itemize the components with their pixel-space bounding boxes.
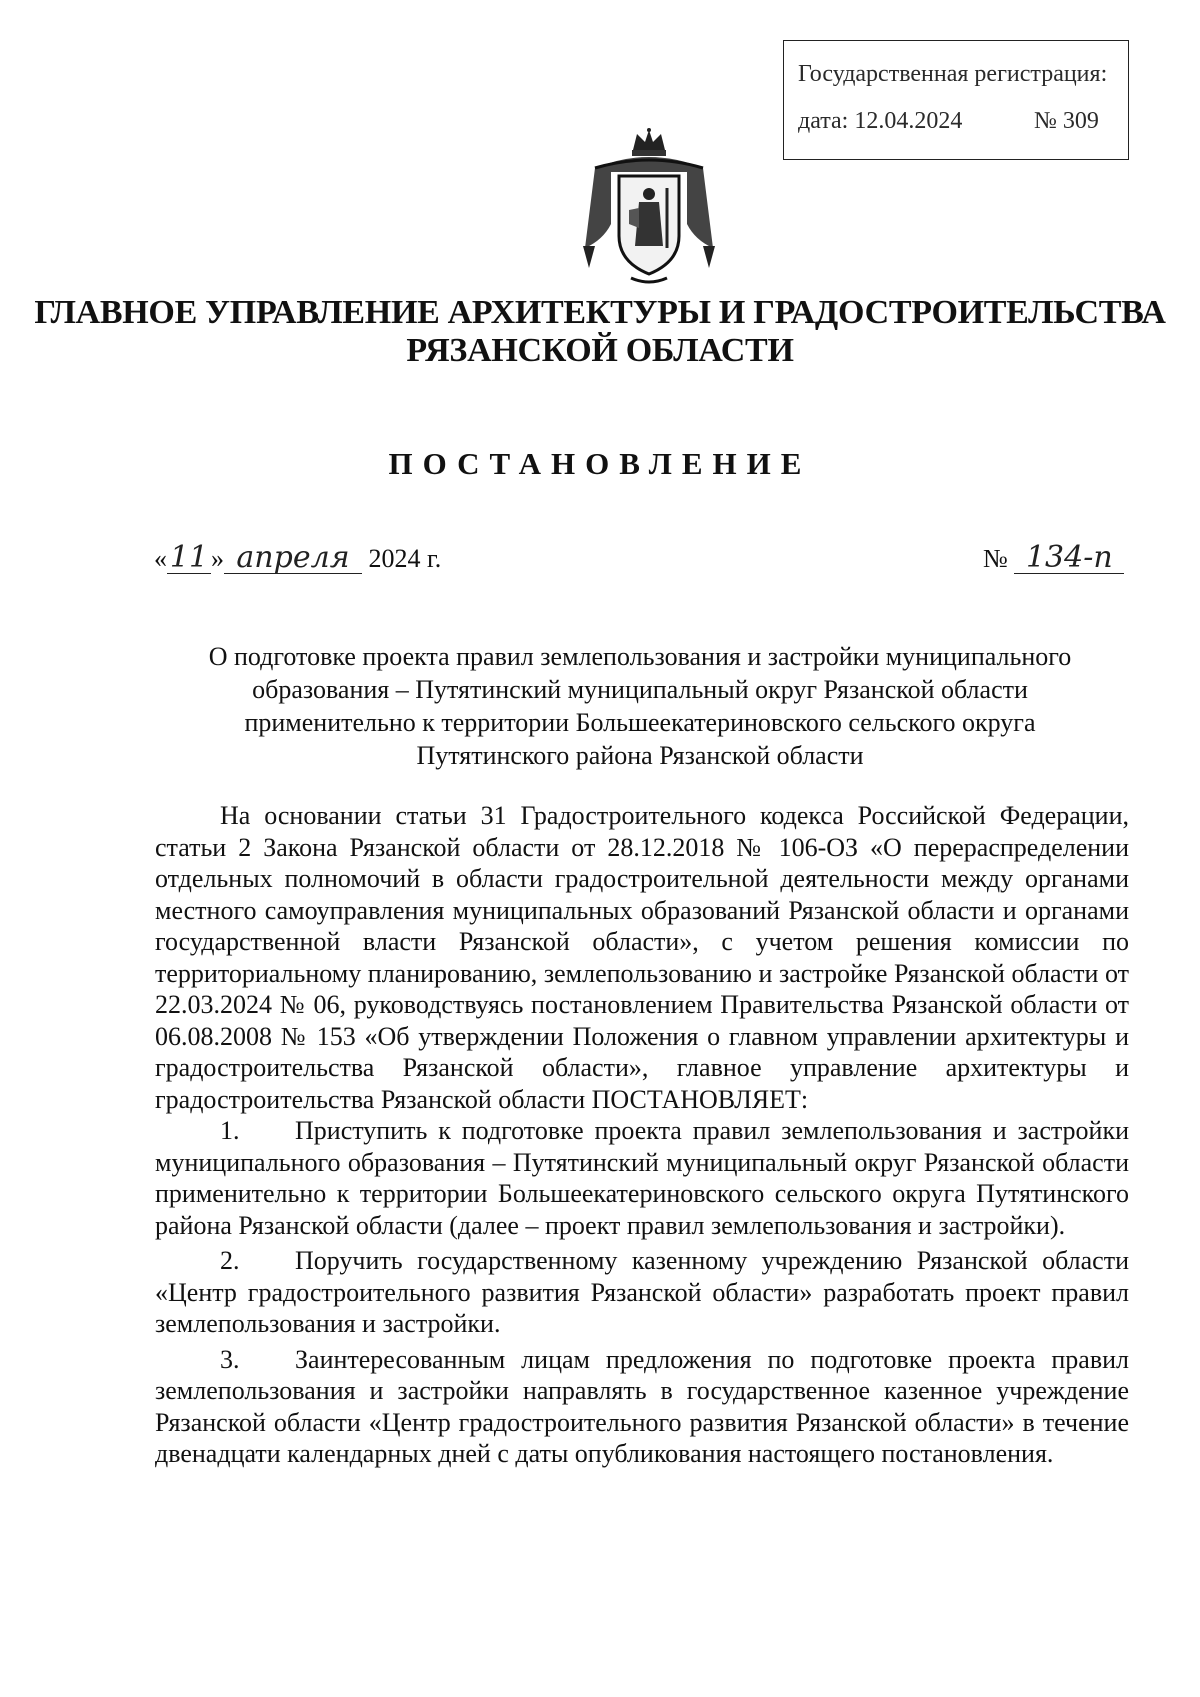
issue-date-quote-close: » — [211, 544, 224, 573]
registration-number-value: 309 — [1062, 108, 1099, 134]
document-type-heading: ПОСТАНОВЛЕНИЕ — [388, 446, 812, 481]
subject-line: применительно к территории Большеекатериновского сельского округа — [244, 708, 1036, 737]
resolution-item — [155, 1245, 1129, 1340]
issue-date-quote-open: « — [154, 544, 167, 573]
registration-title: Государственная регистрация: — [798, 61, 1108, 87]
organization-name-line1: ГЛАВНОЕ УПРАВЛЕНИЕ АРХИТЕКТУРЫ И ГРАДОСТРОИТЕЛЬСТВА — [34, 294, 1166, 331]
registration-stamp — [783, 40, 1129, 160]
resolution-item — [155, 1115, 1129, 1241]
item-number: 3. — [220, 1344, 240, 1374]
organization-name-line2: РЯЗАНСКОЙ ОБЛАСТИ — [406, 332, 794, 369]
issue-day-handwritten: 11 — [167, 543, 211, 574]
document-body — [155, 800, 1129, 1470]
issue-date — [154, 540, 442, 575]
issue-year: 2024 г. — [368, 544, 442, 573]
issue-number-handwritten: 134-п — [1014, 543, 1124, 574]
ryazan-coat-of-arms-icon — [575, 128, 723, 288]
subject-line: образования – Путятинский муниципальный округ Рязанской области — [252, 675, 1028, 704]
registration-date-label: дата: — [798, 108, 849, 134]
registration-number-label: № — [1034, 108, 1057, 134]
item-text: Заинтересованным лицам предложения по подготовке проекта правил землепользования и застройки направлять в государственное казенное учреждение Рязанской области «Центр градостроительного развития Рязанской области» в течение двенадцати календарных дней с даты опубликования настоящего постановления. — [155, 1344, 1129, 1468]
registration-date — [798, 108, 962, 135]
registration-number — [1034, 108, 1099, 135]
subject-line: О подготовке проекта правил землепользования и застройки муниципального — [208, 642, 1072, 671]
document-subject — [150, 640, 1130, 772]
item-number: 1. — [220, 1116, 240, 1145]
preamble-paragraph: На основании статьи 31 Градостроительного кодекса Российской Федерации, статьи 2 Закона Рязанской области от 28.12.2018 № 106-ОЗ «О перераспределении отдельных полномочий в области градостроительной деятельности между органами местного самоуправления муниципальных образований Рязанской области и органами государственной власти Рязанской области», с учетом решения комиссии по территориальному планированию, землепользованию и застройке Рязанской области от 22.03.2024 № 06, руководствуясь постановлением Правительства Рязанской области от 06.08.2008 № 153 «Об утверждении Положения о главном управлении архитектуры и градостроительства Рязанской области», главное управление архитектуры и градостроительства Рязанской области ПОСТАНОВЛЯЕТ: — [155, 801, 1129, 1114]
issue-number-label: № — [983, 544, 1008, 573]
item-text: Поручить государственному казенному учреждению Рязанской области «Центр градостроительного развития Рязанской области» разработать проект правил землепользования и застройки. — [155, 1246, 1129, 1338]
issue-month-handwritten: апреля — [224, 543, 362, 574]
item-text: Приступить к подготовке проекта правил землепользования и застройки муниципального образования – Путятинский муниципальный округ Рязанской области применительно к территории Большеекатериновского сельского округа Путятинского района Рязанской области (далее – проект правил землепользования и застройки). — [155, 1116, 1129, 1240]
issue-number — [983, 540, 1124, 575]
subject-line: Путятинского района Рязанской области — [416, 741, 864, 770]
resolution-item — [155, 1344, 1129, 1470]
item-number: 2. — [220, 1246, 240, 1275]
registration-date-value: 12.04.2024 — [854, 108, 963, 134]
